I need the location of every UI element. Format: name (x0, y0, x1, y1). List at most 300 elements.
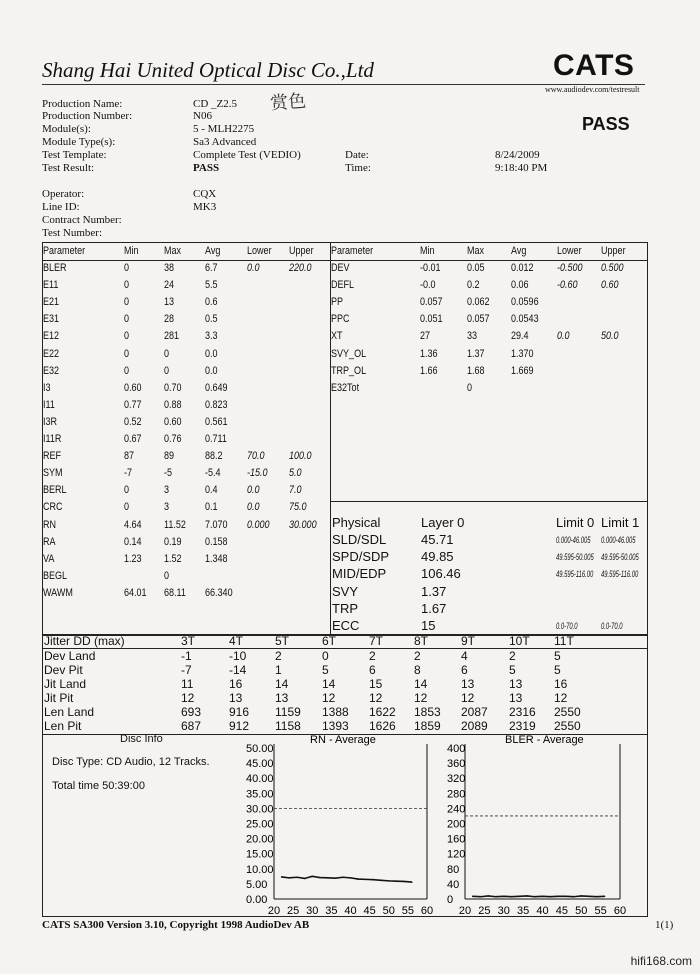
module-types-value: Sa3 Advanced (193, 136, 257, 148)
physical-limit: 49.595-116.00 (556, 569, 594, 580)
jitter-row-label: Dev Pit (44, 663, 83, 677)
table-cell: 0 (124, 296, 130, 309)
line-id-value: MK3 (193, 201, 217, 213)
pass-stamp: PASS (582, 114, 630, 134)
jitter-header: 10T (509, 634, 530, 648)
data-point (281, 876, 283, 878)
physical-header: Limit 0 (556, 515, 595, 530)
jitter-cell: -1 (181, 649, 192, 663)
column-header: Max (164, 245, 182, 257)
parameter-name: I11 (43, 398, 55, 411)
jitter-cell: 0 (322, 649, 329, 663)
data-point (388, 880, 390, 882)
data-point (296, 876, 298, 878)
table-cell: -7 (124, 467, 133, 480)
y-tick-label: 25.00 (246, 818, 274, 831)
table-cell: 0 (124, 313, 130, 326)
parameter-name: SYM (43, 467, 63, 480)
table-cell: 50.0 (601, 330, 619, 343)
table-cell: 0.19 (164, 535, 182, 548)
x-tick-label: 45 (363, 905, 376, 917)
data-point (396, 880, 398, 882)
x-tick-label: 50 (382, 905, 395, 917)
parameter-name: PP (331, 296, 344, 309)
data-point (319, 877, 321, 879)
data-point (588, 896, 590, 898)
module-types-label: Module Type(s): (42, 136, 116, 148)
physical-limit: 0.0-70.0 (601, 621, 623, 631)
table-cell: 0.0 (557, 330, 570, 343)
table-cell: -0.500 (557, 262, 583, 274)
jitter-cell: 2550 (554, 705, 581, 719)
data-point (487, 895, 489, 897)
production-name-value: CD _Z2.5 (193, 98, 237, 110)
jitter-cell: 2319 (509, 719, 536, 733)
table-cell: 0 (124, 484, 130, 497)
data-point (472, 896, 474, 898)
table-cell: 0.0543 (511, 313, 539, 326)
chart-title: RN - Average (310, 734, 376, 746)
table-cell: 1.36 (420, 347, 438, 360)
parameter-name: SVY_OL (331, 347, 367, 360)
parameter-name: E12 (43, 330, 60, 343)
y-tick-label: 240 (447, 803, 466, 816)
physical-parameter: SPD/SDP (332, 549, 390, 565)
jitter-cell: 8 (414, 663, 421, 677)
table-cell: 7.0 (289, 484, 302, 497)
time-value: 9:18:40 PM (495, 162, 548, 174)
data-point (542, 896, 544, 898)
table-cell: 0.6 (205, 296, 218, 309)
data-point (573, 896, 575, 898)
jitter-header: 8T (414, 634, 429, 648)
data-point (327, 877, 329, 879)
table-cell: 0 (124, 364, 130, 377)
table-cell: 4.64 (124, 518, 142, 531)
jitter-cell: 12 (369, 691, 383, 705)
modules-label: Module(s): (42, 123, 91, 135)
table-cell: 29.4 (511, 330, 529, 343)
parameter-name: E21 (43, 296, 60, 309)
jitter-cell: -7 (181, 663, 192, 677)
x-tick-label: 40 (536, 905, 549, 917)
table-cell: 0.76 (164, 433, 182, 445)
jitter-cell: 12 (322, 691, 336, 705)
x-tick-label: 55 (594, 905, 607, 917)
y-tick-label: 30.00 (246, 803, 274, 816)
jitter-cell: 16 (229, 677, 243, 691)
table-cell: 3.3 (205, 330, 218, 343)
y-tick-label: 45.00 (246, 758, 274, 771)
data-point (411, 881, 413, 883)
data-point (373, 879, 375, 881)
jitter-cell: 1393 (322, 719, 349, 733)
data-point (511, 896, 513, 898)
parameter-name: E22 (43, 347, 60, 360)
jitter-cell: 5 (554, 649, 561, 663)
physical-header: Layer 0 (421, 515, 465, 530)
physical-limit: 0.000-46.005 (556, 535, 591, 545)
data-point (403, 881, 405, 883)
table-cell: 1.68 (467, 364, 485, 377)
table-cell: 0.60 (164, 415, 182, 428)
x-tick-label: 25 (287, 905, 300, 917)
table-cell: 0.561 (205, 415, 228, 428)
data-point (518, 896, 520, 898)
table-cell: 0.0596 (511, 296, 539, 309)
column-header: Avg (205, 245, 221, 257)
physical-value: 45.71 (421, 532, 454, 547)
table-cell: 1.66 (420, 364, 438, 377)
test-template-value: Complete Test (VEDIO) (193, 149, 301, 161)
table-cell: -0.0 (420, 279, 436, 292)
jitter-cell: 13 (509, 691, 523, 705)
table-cell: 64.01 (124, 586, 147, 599)
jitter-cell: 13 (229, 691, 243, 705)
x-tick-label: 30 (306, 905, 319, 917)
physical-limit: 0.0-70.0 (556, 621, 578, 631)
data-point (480, 896, 482, 898)
parameter-name: DEV (331, 262, 350, 274)
y-tick-label: 10.00 (246, 863, 274, 876)
physical-limit: 0.000-46.005 (601, 535, 636, 545)
y-tick-label: 360 (447, 758, 466, 771)
y-tick-label: 320 (447, 773, 466, 786)
jitter-cell: 5 (509, 663, 516, 677)
table-cell: 70.0 (247, 450, 265, 463)
cats-logo: CATS (553, 49, 635, 82)
table-cell: 0.2 (467, 279, 480, 292)
company-name: Shang Hai United Optical Disc Co.,Ltd (42, 58, 374, 82)
test-result-label: Test Result: (42, 162, 95, 174)
table-cell: 75.0 (289, 501, 307, 514)
data-point (311, 876, 313, 878)
jitter-cell: 912 (229, 719, 250, 733)
physical-parameter: MID/EDP (332, 566, 387, 582)
table-cell: 0 (124, 501, 130, 514)
column-header: Parameter (43, 245, 86, 257)
table-cell: 0.057 (420, 296, 443, 309)
data-point (580, 895, 582, 897)
table-cell: 0.0 (205, 347, 218, 360)
table-cell: 0 (164, 569, 170, 582)
production-number-label: Production Number: (42, 110, 133, 122)
physical-parameter: SVY (332, 583, 359, 599)
table-cell: 66.340 (205, 586, 233, 599)
page-number: 1(1) (655, 919, 674, 931)
parameter-name: I3 (43, 381, 51, 394)
table-cell: -5.4 (205, 467, 221, 480)
data-point (503, 896, 505, 898)
disc-info-title: Disc Info (120, 733, 163, 745)
table-cell: 89 (164, 450, 175, 463)
table-cell: 0.711 (205, 433, 227, 445)
physical-value: 106.46 (421, 566, 461, 582)
x-tick-label: 60 (613, 905, 627, 917)
y-tick-label: 0.00 (246, 894, 268, 906)
jitter-row-label: Jit Land (44, 677, 87, 691)
series-line (473, 896, 605, 897)
jitter-cell: 1388 (322, 705, 349, 719)
table-cell: 1.23 (124, 552, 142, 565)
jitter-header: 3T (181, 634, 196, 648)
jitter-cell: 916 (229, 705, 250, 719)
column-header: Lower (557, 245, 582, 257)
table-cell: 0 (164, 364, 170, 377)
data-point (565, 896, 567, 898)
jitter-cell: 2 (275, 649, 282, 663)
operator-value: CQX (193, 188, 217, 200)
data-point (334, 877, 336, 879)
parameter-name: RN (43, 518, 57, 531)
table-cell: 0.70 (164, 381, 182, 394)
jitter-cell: 6 (461, 663, 468, 677)
table-cell: 0.14 (124, 535, 142, 548)
parameter-name: DEFL (331, 279, 355, 292)
table-cell: 1.37 (467, 347, 485, 360)
table-cell: 88.2 (205, 450, 223, 463)
physical-parameter: ECC (332, 618, 360, 633)
column-header: Parameter (331, 245, 374, 257)
jitter-cell: 12 (181, 691, 195, 705)
x-tick-label: 20 (267, 905, 281, 917)
table-cell: 0 (124, 347, 130, 360)
jitter-cell: 1159 (275, 705, 301, 719)
x-tick-label: 25 (478, 905, 491, 917)
table-cell: 0.0 (247, 501, 260, 514)
table-cell: 30.000 (289, 518, 317, 531)
parameter-name: BEGL (43, 569, 68, 582)
physical-header: Limit 1 (601, 515, 640, 530)
table-cell: 220.0 (289, 262, 312, 274)
x-tick-label: 40 (344, 905, 357, 917)
jitter-header: 9T (461, 634, 476, 648)
jitter-cell: -14 (229, 663, 247, 677)
jitter-cell: 693 (181, 705, 202, 719)
table-cell: 27 (420, 330, 431, 343)
table-cell: 0.062 (467, 296, 490, 309)
parameter-name: BERL (43, 484, 67, 497)
column-header: Avg (511, 245, 527, 257)
table-cell: -15.0 (247, 467, 268, 480)
jitter-cell: 1622 (369, 705, 396, 719)
column-header: Max (467, 245, 485, 257)
column-header: Upper (289, 245, 314, 257)
jitter-cell: 13 (509, 677, 523, 691)
parameter-name: TRP_OL (331, 364, 367, 377)
table-cell: 1.669 (511, 364, 534, 377)
jitter-cell: 2 (414, 649, 421, 663)
x-tick-label: 60 (420, 905, 434, 917)
data-point (596, 896, 598, 898)
test-result-value: PASS (193, 162, 220, 174)
jitter-cell: 1 (275, 663, 282, 677)
table-cell: 0.88 (164, 398, 182, 411)
jitter-cell: 1859 (414, 719, 441, 733)
jitter-cell: 12 (414, 691, 428, 705)
jitter-cell: 2316 (509, 705, 536, 719)
jitter-cell: 11 (181, 677, 194, 691)
disc-type: Disc Type: CD Audio, 12 Tracks. (52, 756, 210, 768)
handwritten-note: 赏色 (269, 90, 307, 115)
physical-header: Physical (332, 515, 381, 530)
jitter-cell: 4 (461, 649, 468, 663)
data-point (357, 878, 359, 880)
table-cell: 0 (124, 330, 130, 343)
production-number-value: N06 (193, 110, 212, 122)
table-cell: -5 (164, 467, 173, 480)
parameter-name: I11R (43, 433, 62, 445)
parameter-name: RA (43, 535, 56, 548)
table-cell: 13 (164, 296, 175, 309)
operator-label: Operator: (42, 188, 85, 200)
parameter-name: E32 (43, 364, 60, 377)
table-cell: 1.348 (205, 552, 228, 565)
table-cell: 24 (164, 279, 175, 292)
jitter-header: 11T (554, 634, 574, 648)
table-cell: 33 (467, 330, 478, 343)
jitter-cell: 687 (181, 719, 202, 733)
table-cell: 0 (124, 279, 130, 292)
test-number-label: Test Number: (42, 227, 103, 239)
physical-parameter: TRP (332, 600, 358, 616)
column-header: Lower (247, 245, 272, 257)
y-tick-label: 35.00 (246, 788, 274, 801)
physical-value: 49.85 (421, 549, 454, 565)
jitter-cell: 6 (369, 663, 376, 677)
data-point (304, 878, 306, 880)
y-tick-label: 15.00 (246, 848, 274, 861)
column-header: Upper (601, 245, 626, 257)
table-cell: 0.77 (124, 398, 142, 411)
table-cell: 0.60 (601, 279, 619, 292)
table-cell: 0.5 (205, 313, 218, 326)
table-cell: 0.823 (205, 398, 228, 411)
table-cell: 0.057 (467, 313, 490, 326)
y-tick-label: 200 (447, 818, 466, 831)
jitter-cell: 14 (275, 677, 289, 691)
parameter-name: CRC (43, 501, 63, 514)
x-tick-label: 20 (458, 905, 472, 917)
table-cell: 0.500 (601, 262, 624, 274)
date-label: Date: (345, 149, 369, 161)
table-cell: 0.52 (124, 415, 142, 428)
contract-number-label: Contract Number: (42, 214, 122, 226)
line-id-label: Line ID: (42, 201, 80, 213)
y-tick-label: 400 (447, 743, 466, 755)
parameter-name: VA (43, 552, 55, 565)
parameter-name: WAWM (43, 586, 73, 599)
table-cell: 3 (164, 501, 170, 514)
data-point (526, 895, 528, 897)
table-cell: 7.070 (205, 518, 228, 531)
jitter-cell: 5 (554, 663, 561, 677)
data-point (495, 896, 497, 898)
x-tick-label: 50 (575, 905, 588, 917)
jitter-row-label: Len Land (44, 705, 95, 719)
jitter-cell: 15 (369, 677, 383, 691)
table-cell: 0.1 (205, 501, 218, 514)
table-cell: 5.5 (205, 279, 218, 292)
table-cell: 281 (164, 330, 180, 343)
table-cell: 5.0 (289, 467, 302, 480)
parameter-name: I3R (43, 415, 58, 428)
jitter-cell: 16 (554, 677, 568, 691)
footer-text: CATS SA300 Version 3.10, Copyright 1998 AudioDev AB (42, 919, 310, 931)
parameter-name: XT (331, 330, 343, 343)
time-label: Time: (345, 162, 371, 174)
column-header: Min (420, 245, 435, 257)
table-cell: 0 (124, 262, 130, 274)
date-value: 8/24/2009 (495, 149, 540, 161)
physical-value: 1.67 (421, 600, 447, 616)
table-cell: 0.67 (124, 433, 142, 445)
y-tick-label: 120 (447, 848, 466, 861)
y-tick-label: 280 (447, 788, 466, 801)
jitter-cell: 14 (414, 677, 428, 691)
table-cell: 0.06 (511, 279, 529, 292)
test-template-label: Test Template: (42, 149, 107, 161)
jitter-cell: 12 (461, 691, 475, 705)
y-tick-label: 50.00 (246, 743, 274, 755)
table-cell: 0.649 (205, 381, 228, 394)
physical-parameter: SLD/SDL (332, 532, 387, 547)
table-cell: 1.370 (511, 347, 534, 360)
jitter-header: Jitter DD (max) (44, 634, 125, 648)
parameter-name: REF (43, 450, 62, 463)
series-line (282, 876, 412, 882)
jitter-cell: 1158 (275, 719, 301, 733)
physical-limit: 49.595-116.00 (601, 569, 639, 580)
jitter-cell: 2089 (461, 719, 488, 733)
table-cell: 3 (164, 484, 170, 497)
table-cell: 0.0 (247, 262, 260, 274)
modules-value: 5 - MLH2275 (193, 123, 255, 135)
physical-limit: 49.595-50.005 (556, 552, 594, 563)
physical-value: 1.37 (421, 583, 447, 599)
parameter-name: E11 (43, 279, 59, 292)
y-tick-label: 5.00 (246, 878, 268, 891)
data-point (365, 879, 367, 881)
jitter-cell: 2550 (554, 719, 581, 733)
logo-url: www.audiodev.com/testresult (545, 85, 640, 94)
table-cell: 0.0 (205, 364, 218, 377)
jitter-cell: 1853 (414, 705, 441, 719)
data-point (350, 877, 352, 879)
total-time: Total time 50:39:00 (52, 780, 145, 792)
table-cell: 28 (164, 313, 175, 326)
parameter-name: BLER (43, 262, 67, 274)
data-point (380, 879, 382, 881)
production-name-label: Production Name: (42, 98, 123, 110)
y-tick-label: 80 (447, 863, 460, 876)
data-point (557, 896, 559, 898)
table-cell: 0.60 (124, 381, 142, 394)
data-point (549, 896, 551, 898)
jitter-row-label: Jit Pit (44, 691, 74, 705)
table-cell: 0 (467, 381, 473, 394)
jitter-cell: 2087 (461, 705, 488, 719)
y-tick-label: 40 (447, 878, 460, 891)
table-cell: 68.11 (164, 586, 186, 599)
x-tick-label: 30 (497, 905, 510, 917)
table-cell: 0.0 (247, 484, 260, 497)
table-cell: 6.7 (205, 262, 218, 274)
data-point (342, 876, 344, 878)
table-cell: 0.4 (205, 484, 218, 497)
physical-limit: 49.595-50.005 (601, 552, 639, 563)
x-tick-label: 35 (517, 905, 530, 917)
